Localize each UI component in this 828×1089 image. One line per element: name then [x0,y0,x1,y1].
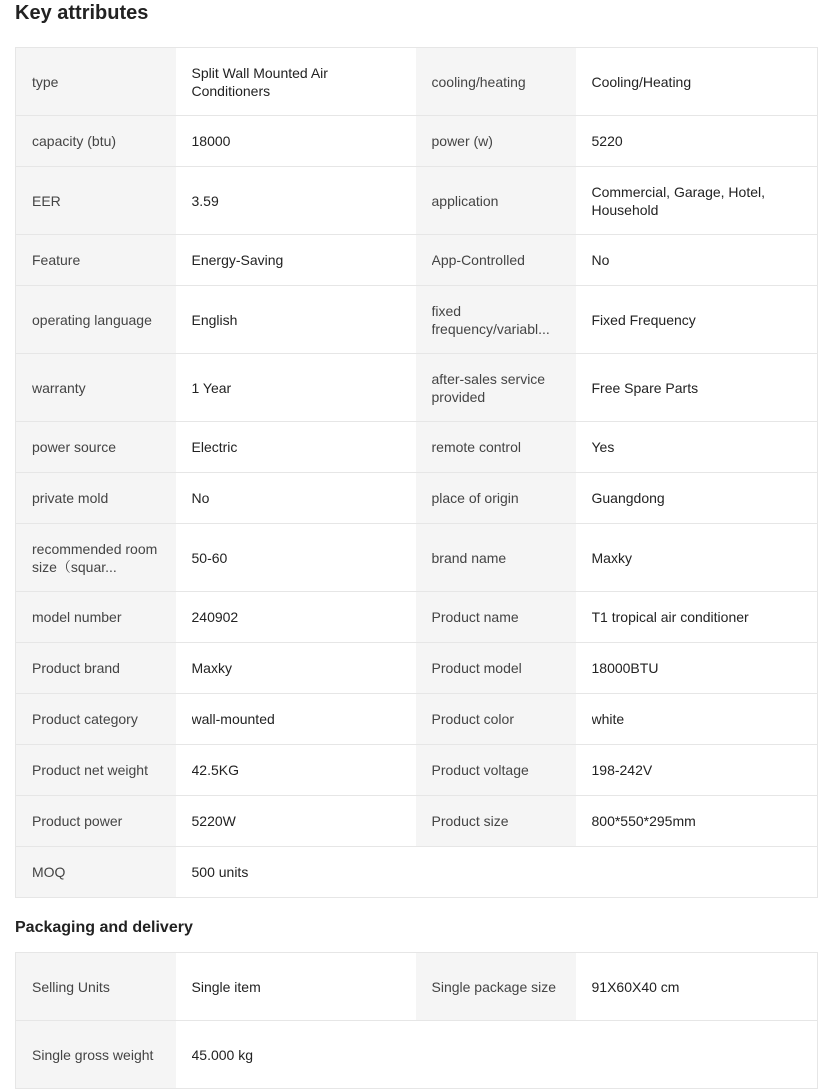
attribute-label: type [32,73,59,90]
attribute-label-cell [416,116,576,167]
attribute-value: 5220 [591,133,623,149]
attribute-value-cell [176,1021,416,1089]
attribute-value-cell [576,745,818,796]
attribute-value: Energy-Saving [191,252,284,268]
attribute-label: brand name [431,549,507,566]
attribute-label-cell [416,694,576,745]
attribute-label-cell [416,745,576,796]
empty-cell [576,1021,818,1089]
attribute-value-cell [176,643,416,694]
attribute-value: No [191,490,210,506]
attribute-label-cell [416,524,576,592]
attribute-label: Single package size [431,978,557,995]
attribute-row [16,847,818,898]
attribute-value-cell [576,116,818,167]
attribute-row [16,286,818,354]
attribute-label: Product net weight [32,762,148,778]
attribute-value-cell [176,286,416,354]
packaging-table [15,952,818,1089]
attribute-value: 91X60X40 cm [591,978,680,995]
packaging-body [16,953,818,1089]
attribute-value: Split Wall Mounted Air Conditioners [191,64,328,99]
attribute-label-cell [416,953,576,1021]
attribute-label-cell [16,643,176,694]
attribute-label-cell [16,422,176,473]
attribute-label-cell [16,235,176,286]
attribute-value: Yes [591,439,615,455]
attribute-label: after-sales service provided [431,370,546,405]
attribute-label-cell [416,473,576,524]
attribute-label-cell [16,354,176,422]
attribute-label: fixed frequency/variabl... [431,302,550,337]
attribute-value-cell [176,422,416,473]
attribute-label-cell [16,167,176,235]
attribute-value: 1 Year [191,379,232,396]
attribute-row [16,643,818,694]
attribute-value: 18000 [191,133,231,149]
attribute-label-cell [16,953,176,1021]
attribute-value-cell [576,286,818,354]
attribute-value-cell [176,167,416,235]
attribute-value: Commercial, Garage, Hotel, Household [591,183,766,218]
attribute-label-cell [416,167,576,235]
attribute-value: 3.59 [191,192,219,209]
attribute-value: 42.5KG [191,762,239,778]
attribute-value: white [591,711,625,727]
attribute-label: capacity (btu) [32,133,117,149]
attribute-row [16,235,818,286]
empty-cell [416,1021,576,1089]
attribute-label-cell [416,796,576,847]
attribute-value: Free Spare Parts [591,379,699,396]
attribute-label: App-Controlled [431,252,525,268]
attribute-label-cell [16,48,176,116]
attribute-value: No [591,252,610,268]
attribute-label-cell [16,473,176,524]
attribute-label: power (w) [431,133,493,149]
attribute-label-cell [416,643,576,694]
attribute-label: power source [32,439,117,455]
attribute-row [16,48,818,116]
attribute-row [16,116,818,167]
attribute-label: Product brand [32,660,120,676]
attribute-row [16,592,818,643]
attribute-value-cell [576,694,818,745]
attribute-label-cell [16,694,176,745]
attribute-value-cell [576,592,818,643]
attribute-label-cell [16,116,176,167]
attribute-value-cell [576,643,818,694]
attribute-label: Product voltage [431,762,529,778]
attribute-value-cell [576,235,818,286]
attribute-row [16,745,818,796]
attribute-value-cell [176,953,416,1021]
attribute-label-cell [416,286,576,354]
attribute-value: Maxky [591,549,632,566]
attribute-value: 50-60 [191,549,228,566]
key-attributes-title: Key attributes [15,2,149,24]
attribute-value-cell [176,592,416,643]
attribute-row [16,1021,818,1089]
attribute-label: Product name [431,609,519,625]
attribute-label: recommended room size（squar... [32,540,158,575]
attribute-value: English [191,311,238,328]
attribute-value-cell [176,694,416,745]
attribute-label: Product power [32,813,123,829]
attribute-label-cell [16,745,176,796]
attribute-label: place of origin [431,490,519,506]
attribute-value-cell [176,354,416,422]
attribute-label: Product size [431,813,509,829]
attribute-value-cell [176,847,416,898]
attribute-row [16,524,818,592]
attribute-value: 45.000 kg [191,1046,253,1063]
attribute-value: T1 tropical air conditioner [591,609,749,625]
attribute-label: cooling/heating [431,73,526,90]
attribute-value: Guangdong [591,490,665,506]
attribute-value-cell [576,48,818,116]
attribute-value: Single item [191,978,261,995]
attribute-label-cell [16,524,176,592]
attribute-value: Fixed Frequency [591,311,696,328]
attribute-value: 500 units [191,864,249,880]
attribute-label: warranty [32,379,86,396]
attribute-row [16,167,818,235]
attribute-label: Product model [431,660,522,676]
attribute-label: remote control [431,439,521,455]
attribute-label: application [431,192,499,209]
attribute-value: 198-242V [591,762,653,778]
attribute-row [16,796,818,847]
empty-cell [576,847,818,898]
key-attributes-table [15,47,818,898]
attribute-value: 240902 [191,609,239,625]
attribute-label-cell [416,422,576,473]
attribute-label: EER [32,192,61,209]
attribute-value-cell [176,524,416,592]
empty-cell [416,847,576,898]
attribute-value-cell [576,524,818,592]
attribute-label-cell [416,592,576,643]
attribute-value-cell [176,48,416,116]
attribute-label: Product color [431,711,514,727]
key-attributes-body [16,48,818,898]
attribute-label: private mold [32,490,109,506]
attribute-value-cell [576,167,818,235]
attribute-value: Electric [191,439,238,455]
attribute-value-cell [576,473,818,524]
attribute-label-cell [416,354,576,422]
attribute-label-cell [416,235,576,286]
attribute-value: 5220W [191,813,236,829]
packaging-title: Packaging and delivery [15,919,193,936]
attribute-label: operating language [32,311,152,328]
attribute-row [16,422,818,473]
attribute-label-cell [16,796,176,847]
attribute-value-cell [576,422,818,473]
attribute-value-cell [176,473,416,524]
attribute-value-cell [576,354,818,422]
attribute-value-cell [176,235,416,286]
attribute-row [16,473,818,524]
attribute-label-cell [16,847,176,898]
attribute-label: model number [32,609,122,625]
attribute-row [16,354,818,422]
attribute-value-cell [576,953,818,1021]
attribute-value: Maxky [191,660,232,676]
attribute-label: Selling Units [32,978,110,995]
attribute-value-cell [176,796,416,847]
attribute-label: MOQ [32,864,66,880]
attribute-label: Single gross weight [32,1046,154,1063]
attribute-row [16,953,818,1021]
attribute-value-cell [176,745,416,796]
attribute-label-cell [416,48,576,116]
attribute-label: Feature [32,252,81,268]
attribute-value-cell [576,796,818,847]
attribute-value: wall-mounted [191,711,275,727]
attribute-label-cell [16,286,176,354]
attribute-label-cell [16,1021,176,1089]
attribute-value-cell [176,116,416,167]
attribute-value: Cooling/Heating [591,73,692,90]
attribute-value: 800*550*295mm [591,813,696,829]
attribute-row [16,694,818,745]
attribute-label: Product category [32,711,138,727]
attribute-value: 18000BTU [591,660,659,676]
attribute-label-cell [16,592,176,643]
